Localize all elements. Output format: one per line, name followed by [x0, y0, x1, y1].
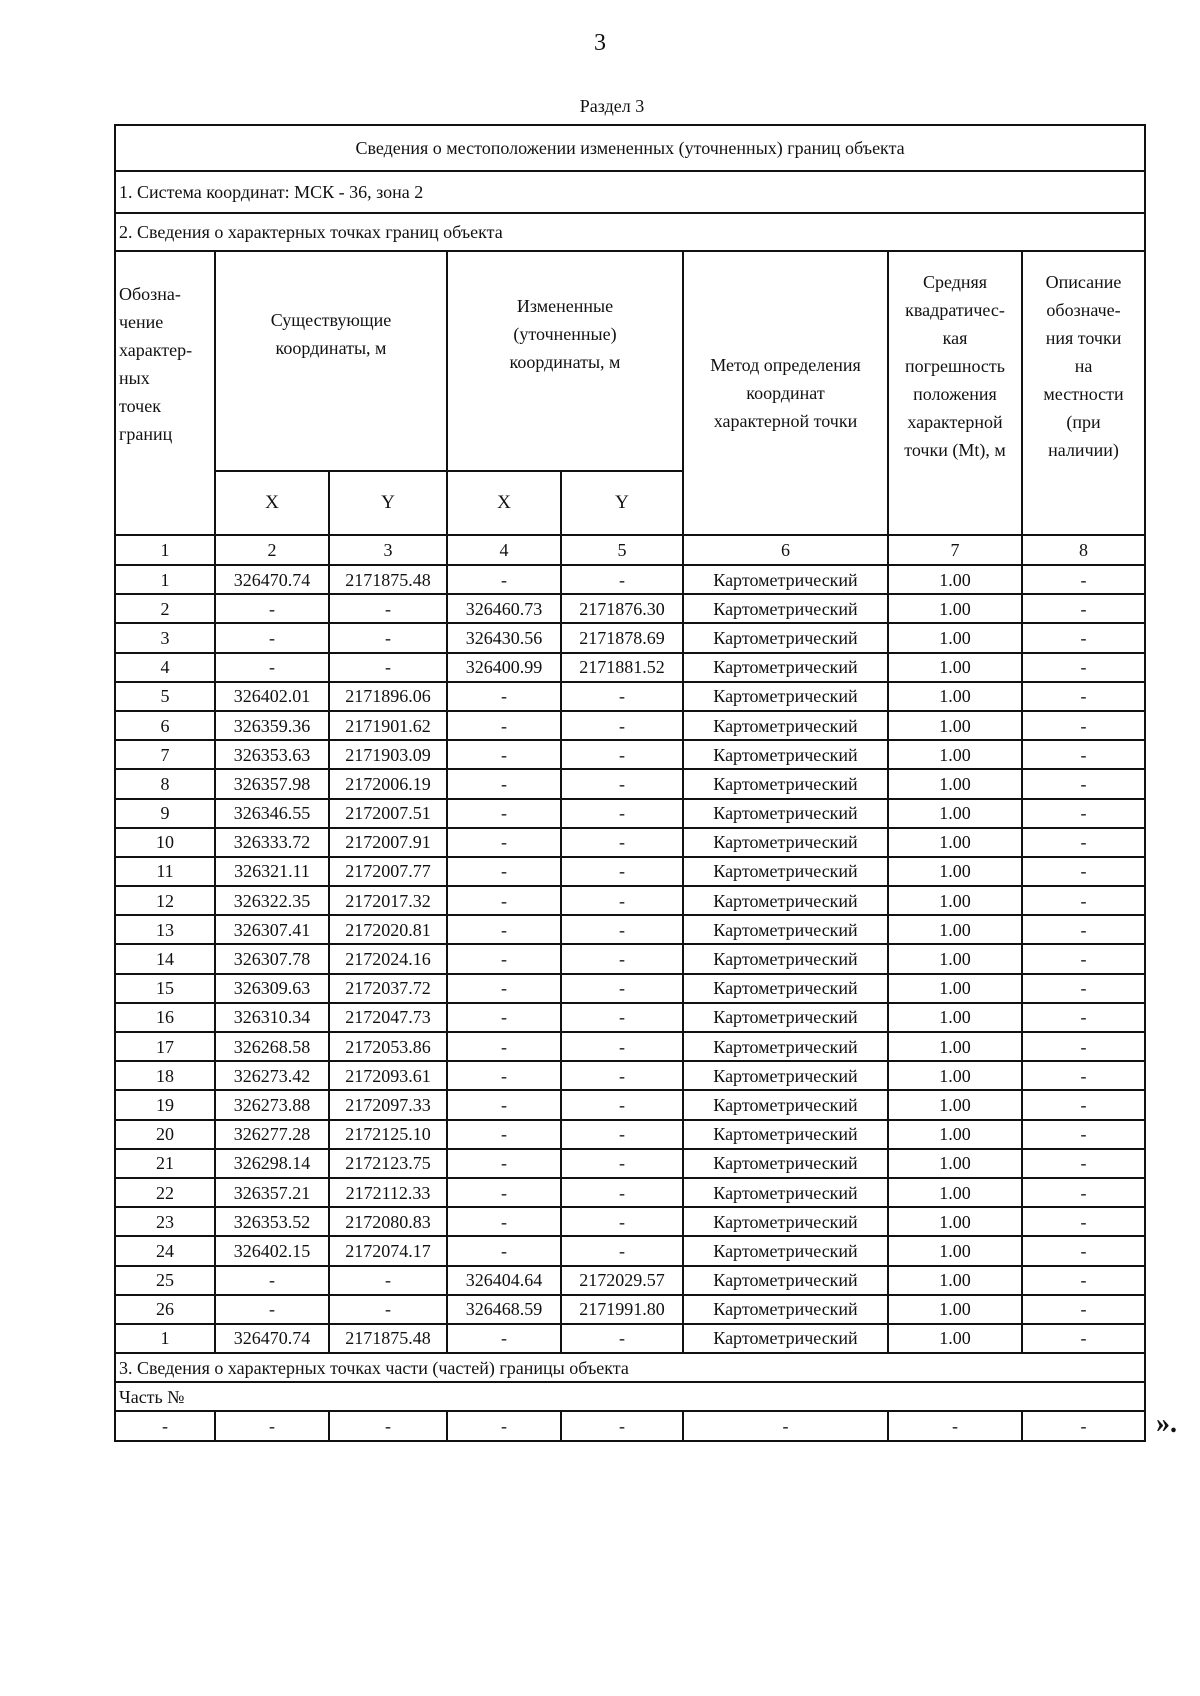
description-cell: -: [1022, 857, 1145, 886]
error-mt-cell: 1.00: [888, 1003, 1022, 1032]
changed-y-cell: -: [561, 1236, 683, 1265]
error-mt-cell: 1.00: [888, 711, 1022, 740]
parts-row: [115, 1411, 1145, 1440]
changed-y-cell: -: [561, 1324, 683, 1353]
changed-y-cell: -: [561, 769, 683, 798]
column-numbers-row: [115, 535, 1145, 565]
table-row: [115, 944, 1145, 973]
changed-y-cell: -: [561, 1207, 683, 1236]
existing-y-cell: 2172112.33: [329, 1178, 447, 1207]
changed-x-cell: 326400.99: [447, 653, 561, 682]
changed-y-cell: -: [561, 740, 683, 769]
point-id-cell: 18: [115, 1061, 215, 1090]
method-cell: Картометрический: [683, 1324, 888, 1353]
changed-x-cell: -: [447, 1090, 561, 1119]
existing-y-cell: 2171896.06: [329, 682, 447, 711]
error-mt-cell: 1.00: [888, 1032, 1022, 1061]
changed-y-cell: -: [561, 915, 683, 944]
changed-x-cell: -: [447, 974, 561, 1003]
header-existing-coords: Существующие координаты, м: [215, 251, 447, 471]
error-mt-cell: 1.00: [888, 1090, 1022, 1119]
changed-y-cell: 2172029.57: [561, 1266, 683, 1295]
existing-y-cell: 2172097.33: [329, 1090, 447, 1119]
error-mt-cell: 1.00: [888, 1061, 1022, 1090]
changed-y-cell: -: [561, 1032, 683, 1061]
table-row: [115, 682, 1145, 711]
error-mt-cell: 1.00: [888, 594, 1022, 623]
changed-x-cell: -: [447, 1120, 561, 1149]
description-cell: -: [1022, 1324, 1145, 1353]
existing-x-cell: 326470.74: [215, 565, 329, 594]
description-cell: -: [1022, 1061, 1145, 1090]
table-title: Сведения о местоположении измененных (уточненных) границ объекта: [115, 125, 1145, 171]
parts-heading: 3. Сведения о характерных точках части (частей) границы объекта: [115, 1353, 1145, 1382]
changed-x-cell: -: [447, 915, 561, 944]
changed-y-cell: -: [561, 1120, 683, 1149]
changed-x-cell: -: [447, 944, 561, 973]
existing-x-cell: 326359.36: [215, 711, 329, 740]
method-cell: Картометрический: [683, 1178, 888, 1207]
existing-x-cell: -: [215, 594, 329, 623]
existing-y-cell: 2172007.91: [329, 828, 447, 857]
existing-y-cell: 2172007.77: [329, 857, 447, 886]
column-number: 3: [329, 535, 447, 565]
point-id-cell: 11: [115, 857, 215, 886]
existing-y-cell: -: [329, 1266, 447, 1295]
point-id-cell: 2: [115, 594, 215, 623]
existing-y-cell: 2172047.73: [329, 1003, 447, 1032]
changed-y-cell: -: [561, 799, 683, 828]
method-cell: Картометрический: [683, 886, 888, 915]
error-mt-cell: 1.00: [888, 974, 1022, 1003]
existing-y-cell: 2172037.72: [329, 974, 447, 1003]
existing-y-cell: -: [329, 623, 447, 652]
error-mt-cell: 1.00: [888, 565, 1022, 594]
changed-y-cell: -: [561, 944, 683, 973]
description-cell: -: [1022, 623, 1145, 652]
table-row: [115, 828, 1145, 857]
method-cell: Картометрический: [683, 1236, 888, 1265]
changed-x-cell: 326430.56: [447, 623, 561, 652]
method-cell: Картометрический: [683, 711, 888, 740]
header-designation: Обозна- чение характер- ных точек границ: [115, 251, 215, 535]
parts-cell: -: [115, 1411, 215, 1440]
point-id-cell: 24: [115, 1236, 215, 1265]
error-mt-cell: 1.00: [888, 769, 1022, 798]
changed-y-cell: -: [561, 828, 683, 857]
changed-x-cell: -: [447, 828, 561, 857]
description-cell: -: [1022, 1090, 1145, 1119]
error-mt-cell: 1.00: [888, 828, 1022, 857]
parts-cell: -: [561, 1411, 683, 1440]
existing-y-cell: 2172074.17: [329, 1236, 447, 1265]
parts-cell: -: [215, 1411, 329, 1440]
changed-x-cell: -: [447, 1236, 561, 1265]
description-cell: -: [1022, 1149, 1145, 1178]
point-id-cell: 19: [115, 1090, 215, 1119]
changed-x-cell: -: [447, 1003, 561, 1032]
point-id-cell: 3: [115, 623, 215, 652]
header-changed-y: Y: [561, 471, 683, 535]
description-cell: -: [1022, 974, 1145, 1003]
description-cell: -: [1022, 799, 1145, 828]
point-id-cell: 6: [115, 711, 215, 740]
changed-y-cell: 2171878.69: [561, 623, 683, 652]
changed-y-cell: -: [561, 711, 683, 740]
point-id-cell: 10: [115, 828, 215, 857]
changed-y-cell: 2171876.30: [561, 594, 683, 623]
point-id-cell: 9: [115, 799, 215, 828]
changed-x-cell: 326468.59: [447, 1295, 561, 1324]
existing-x-cell: 326309.63: [215, 974, 329, 1003]
changed-y-cell: 2171881.52: [561, 653, 683, 682]
point-id-cell: 22: [115, 1178, 215, 1207]
existing-y-cell: 2172017.32: [329, 886, 447, 915]
table-row: [115, 565, 1145, 594]
column-number: 7: [888, 535, 1022, 565]
header-method: Метод определения координат характерной точки: [683, 251, 888, 535]
description-cell: -: [1022, 1032, 1145, 1061]
method-cell: Картометрический: [683, 594, 888, 623]
method-cell: Картометрический: [683, 1003, 888, 1032]
changed-x-cell: -: [447, 740, 561, 769]
header-existing-x: X: [215, 471, 329, 535]
error-mt-cell: 1.00: [888, 1207, 1022, 1236]
table-row: [115, 653, 1145, 682]
part-label: Часть №: [115, 1382, 1145, 1411]
table-row: [115, 1003, 1145, 1032]
column-number: 5: [561, 535, 683, 565]
existing-y-cell: 2171903.09: [329, 740, 447, 769]
coord-system: 1. Система координат: МСК - 36, зона 2: [115, 171, 1145, 213]
existing-x-cell: -: [215, 623, 329, 652]
table-row: [115, 886, 1145, 915]
point-id-cell: 1: [115, 1324, 215, 1353]
point-id-cell: 4: [115, 653, 215, 682]
changed-x-cell: 326404.64: [447, 1266, 561, 1295]
changed-x-cell: -: [447, 1324, 561, 1353]
existing-x-cell: 326333.72: [215, 828, 329, 857]
description-cell: -: [1022, 653, 1145, 682]
description-cell: -: [1022, 828, 1145, 857]
existing-y-cell: 2172020.81: [329, 915, 447, 944]
table-row: [115, 857, 1145, 886]
existing-x-cell: -: [215, 653, 329, 682]
method-cell: Картометрический: [683, 915, 888, 944]
description-cell: -: [1022, 565, 1145, 594]
table-row: [115, 769, 1145, 798]
existing-y-cell: 2171875.48: [329, 1324, 447, 1353]
boundary-table: [114, 124, 1146, 1442]
point-id-cell: 16: [115, 1003, 215, 1032]
table-row: [115, 1090, 1145, 1119]
error-mt-cell: 1.00: [888, 1295, 1022, 1324]
existing-y-cell: -: [329, 653, 447, 682]
description-cell: -: [1022, 886, 1145, 915]
page-number: 3: [594, 30, 606, 56]
table-row: [115, 799, 1145, 828]
parts-cell: -: [447, 1411, 561, 1440]
description-cell: -: [1022, 1120, 1145, 1149]
table-row: [115, 740, 1145, 769]
header-description: Описание обозначе- ния точки на местности (при наличии): [1022, 251, 1145, 535]
changed-x-cell: -: [447, 886, 561, 915]
point-id-cell: 12: [115, 886, 215, 915]
method-cell: Картометрический: [683, 740, 888, 769]
changed-y-cell: -: [561, 1149, 683, 1178]
changed-x-cell: -: [447, 711, 561, 740]
existing-x-cell: 326470.74: [215, 1324, 329, 1353]
point-id-cell: 23: [115, 1207, 215, 1236]
column-number: 8: [1022, 535, 1145, 565]
existing-x-cell: 326277.28: [215, 1120, 329, 1149]
changed-y-cell: -: [561, 1090, 683, 1119]
method-cell: Картометрический: [683, 1061, 888, 1090]
existing-x-cell: 326357.98: [215, 769, 329, 798]
method-cell: Картометрический: [683, 1090, 888, 1119]
description-cell: -: [1022, 594, 1145, 623]
method-cell: Картометрический: [683, 653, 888, 682]
existing-y-cell: 2172125.10: [329, 1120, 447, 1149]
existing-y-cell: 2172024.16: [329, 944, 447, 973]
method-cell: Картометрический: [683, 1149, 888, 1178]
changed-x-cell: -: [447, 565, 561, 594]
points-heading: 2. Сведения о характерных точках границ объекта: [115, 213, 1145, 251]
description-cell: -: [1022, 915, 1145, 944]
changed-x-cell: 326460.73: [447, 594, 561, 623]
changed-y-cell: -: [561, 1061, 683, 1090]
description-cell: -: [1022, 1207, 1145, 1236]
method-cell: Картометрический: [683, 1295, 888, 1324]
description-cell: -: [1022, 1295, 1145, 1324]
existing-y-cell: 2171901.62: [329, 711, 447, 740]
existing-x-cell: 326346.55: [215, 799, 329, 828]
column-number: 1: [115, 535, 215, 565]
section-title: Раздел 3: [579, 96, 645, 116]
description-cell: -: [1022, 1266, 1145, 1295]
changed-y-cell: -: [561, 682, 683, 711]
existing-y-cell: 2172007.51: [329, 799, 447, 828]
changed-y-cell: 2171991.80: [561, 1295, 683, 1324]
existing-y-cell: 2172093.61: [329, 1061, 447, 1090]
changed-x-cell: -: [447, 1207, 561, 1236]
error-mt-cell: 1.00: [888, 799, 1022, 828]
header-existing-y: Y: [329, 471, 447, 535]
method-cell: Картометрический: [683, 799, 888, 828]
method-cell: Картометрический: [683, 944, 888, 973]
error-mt-cell: 1.00: [888, 1266, 1022, 1295]
header-changed-x: X: [447, 471, 561, 535]
method-cell: Картометрический: [683, 974, 888, 1003]
changed-x-cell: -: [447, 682, 561, 711]
changed-y-cell: -: [561, 974, 683, 1003]
point-id-cell: 7: [115, 740, 215, 769]
existing-x-cell: 326268.58: [215, 1032, 329, 1061]
changed-y-cell: -: [561, 857, 683, 886]
point-id-cell: 15: [115, 974, 215, 1003]
existing-y-cell: 2171875.48: [329, 565, 447, 594]
point-id-cell: 17: [115, 1032, 215, 1061]
method-cell: Картометрический: [683, 1120, 888, 1149]
changed-y-cell: -: [561, 565, 683, 594]
table-row: [115, 1032, 1145, 1061]
description-cell: -: [1022, 682, 1145, 711]
table-row: [115, 1120, 1145, 1149]
point-id-cell: 20: [115, 1120, 215, 1149]
parts-cell: -: [329, 1411, 447, 1440]
error-mt-cell: 1.00: [888, 886, 1022, 915]
existing-x-cell: 326402.15: [215, 1236, 329, 1265]
table-row: [115, 623, 1145, 652]
error-mt-cell: 1.00: [888, 623, 1022, 652]
existing-x-cell: 326322.35: [215, 886, 329, 915]
description-cell: -: [1022, 1236, 1145, 1265]
description-cell: -: [1022, 1178, 1145, 1207]
column-number: 6: [683, 535, 888, 565]
existing-y-cell: 2172006.19: [329, 769, 447, 798]
point-id-cell: 26: [115, 1295, 215, 1324]
column-number: 2: [215, 535, 329, 565]
existing-x-cell: 326321.11: [215, 857, 329, 886]
changed-y-cell: -: [561, 1178, 683, 1207]
description-cell: -: [1022, 769, 1145, 798]
existing-x-cell: 326357.21: [215, 1178, 329, 1207]
point-id-cell: 1: [115, 565, 215, 594]
changed-x-cell: -: [447, 769, 561, 798]
existing-x-cell: 326353.52: [215, 1207, 329, 1236]
point-id-cell: 14: [115, 944, 215, 973]
point-id-cell: 25: [115, 1266, 215, 1295]
error-mt-cell: 1.00: [888, 915, 1022, 944]
method-cell: Картометрический: [683, 828, 888, 857]
description-cell: -: [1022, 711, 1145, 740]
parts-cell: -: [683, 1411, 888, 1440]
changed-y-cell: -: [561, 886, 683, 915]
point-id-cell: 8: [115, 769, 215, 798]
changed-y-cell: -: [561, 1003, 683, 1032]
point-id-cell: 13: [115, 915, 215, 944]
method-cell: Картометрический: [683, 857, 888, 886]
parts-cell: -: [1022, 1411, 1145, 1440]
table-row: [115, 711, 1145, 740]
header-changed-coords: Измененные (уточненные) координаты, м: [447, 251, 683, 471]
error-mt-cell: 1.00: [888, 653, 1022, 682]
existing-y-cell: -: [329, 594, 447, 623]
table-row: [115, 1295, 1145, 1324]
method-cell: Картометрический: [683, 623, 888, 652]
table-row: [115, 1061, 1145, 1090]
error-mt-cell: 1.00: [888, 857, 1022, 886]
existing-x-cell: 326298.14: [215, 1149, 329, 1178]
error-mt-cell: 1.00: [888, 1178, 1022, 1207]
method-cell: Картометрический: [683, 769, 888, 798]
error-mt-cell: 1.00: [888, 682, 1022, 711]
table-row: [115, 915, 1145, 944]
existing-y-cell: -: [329, 1295, 447, 1324]
existing-x-cell: 326353.63: [215, 740, 329, 769]
description-cell: -: [1022, 944, 1145, 973]
header-error: Средняя квадратичес- кая погрешность положения характерной точки (Mt), м: [888, 251, 1022, 535]
parts-cell: -: [888, 1411, 1022, 1440]
error-mt-cell: 1.00: [888, 1120, 1022, 1149]
method-cell: Картометрический: [683, 682, 888, 711]
closing-quote: ».: [1156, 1408, 1177, 1439]
method-cell: Картометрический: [683, 1032, 888, 1061]
existing-y-cell: 2172123.75: [329, 1149, 447, 1178]
table-row: [115, 974, 1145, 1003]
existing-y-cell: 2172053.86: [329, 1032, 447, 1061]
error-mt-cell: 1.00: [888, 1236, 1022, 1265]
existing-x-cell: -: [215, 1295, 329, 1324]
changed-x-cell: -: [447, 1149, 561, 1178]
existing-x-cell: 326402.01: [215, 682, 329, 711]
changed-x-cell: -: [447, 1032, 561, 1061]
description-cell: -: [1022, 740, 1145, 769]
table-row: [115, 594, 1145, 623]
description-cell: -: [1022, 1003, 1145, 1032]
table-row: [115, 1149, 1145, 1178]
existing-y-cell: 2172080.83: [329, 1207, 447, 1236]
error-mt-cell: 1.00: [888, 1149, 1022, 1178]
method-cell: Картометрический: [683, 565, 888, 594]
method-cell: Картометрический: [683, 1266, 888, 1295]
changed-x-cell: -: [447, 799, 561, 828]
existing-x-cell: 326273.88: [215, 1090, 329, 1119]
table-row: [115, 1236, 1145, 1265]
table-row: [115, 1178, 1145, 1207]
existing-x-cell: 326310.34: [215, 1003, 329, 1032]
point-id-cell: 21: [115, 1149, 215, 1178]
error-mt-cell: 1.00: [888, 1324, 1022, 1353]
table-row: [115, 1266, 1145, 1295]
column-number: 4: [447, 535, 561, 565]
existing-x-cell: 326273.42: [215, 1061, 329, 1090]
changed-x-cell: -: [447, 1178, 561, 1207]
existing-x-cell: 326307.78: [215, 944, 329, 973]
error-mt-cell: 1.00: [888, 740, 1022, 769]
table-row: [115, 1324, 1145, 1353]
existing-x-cell: -: [215, 1266, 329, 1295]
point-id-cell: 5: [115, 682, 215, 711]
table-row: [115, 1207, 1145, 1236]
changed-x-cell: -: [447, 857, 561, 886]
error-mt-cell: 1.00: [888, 944, 1022, 973]
changed-x-cell: -: [447, 1061, 561, 1090]
existing-x-cell: 326307.41: [215, 915, 329, 944]
method-cell: Картометрический: [683, 1207, 888, 1236]
